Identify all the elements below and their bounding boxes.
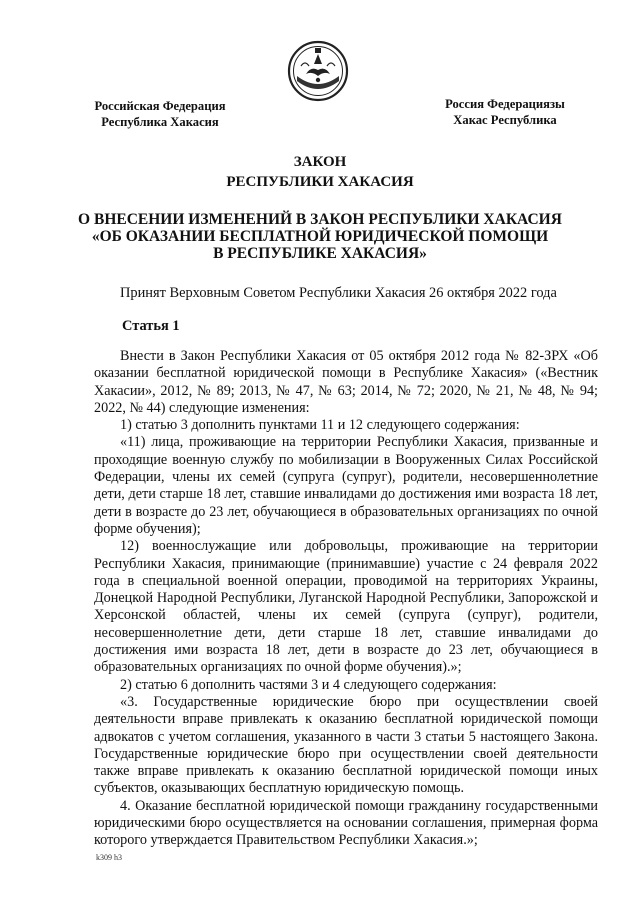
header-right bbox=[430, 96, 580, 128]
header-right-line1: Россия Федерациязы bbox=[445, 97, 565, 111]
paragraph: 2) статью 6 дополнить частями 3 и 4 следующего содержания: bbox=[120, 676, 497, 693]
header-right-line2: Хакас Республика bbox=[453, 113, 557, 127]
header-left bbox=[80, 98, 240, 130]
paragraph: «11) лица, проживающие на территории Республики Хакасия, призванные и проходящие военную службу по мобилизации в Вооруженных Силах Российской Федерации, члены их семей (супруга (супруг), родители, несовершеннолетние дети, дети старше 18 лет, ставшие инвалидами до достижения ими возраста 18 лет, дети в возрасте до 23 лет, обучающиеся в образовательных организациях по очной форме обучения); bbox=[94, 434, 598, 537]
subtitle-line2: «ОБ ОКАЗАНИИ БЕСПЛАТНОЙ ЮРИДИЧЕСКОЙ ПОМОЩИ bbox=[91, 228, 549, 245]
paragraph: 4. Оказание бесплатной юридической помощи гражданину государственными юридическими бюро осуществляется на основании соглашения, примерная форма которого утверждается Правительством Республики Хакасия.»; bbox=[94, 797, 598, 849]
coat-of-arms-emblem bbox=[287, 40, 349, 102]
law-subtitle bbox=[0, 211, 640, 262]
paragraph: 1) статью 3 дополнить пунктами 11 и 12 следующего содержания: bbox=[120, 417, 520, 434]
title-law: ЗАКОН bbox=[293, 154, 347, 170]
adoption-note: Принят Верховным Советом Республики Хакасия 26 октября 2022 года bbox=[120, 285, 557, 301]
article-body bbox=[94, 348, 598, 850]
paragraph: Внести в Закон Республики Хакасия от 05 октября 2012 года № 82-ЗРХ «Об оказании бесплатной юридической помощи в Республике Хакасия» («Вестник Хакасии», 2012, № 89; 2013, № 47, № 63; 2014, № 72; 2020, № 21, № 48, № 94; 2022, № 44) следующие изменения: bbox=[94, 348, 598, 416]
paragraph: 12) военнослужащие или добровольцы, проживающие на территории Республики Хакасия, принимающие (принимавшие) участие с 24 февраля 2022 года в специальной военной операции, проводимой на территориях Украины, Донецкой Народной Республики, Луганской Народной Республики, Запорожской и Херсонской областей, члены их семей (супруга (супруг), родители, несовершеннолетние дети, дети старше 18 лет, ставшие инвалидами до достижения ими возраста 18 лет, дети в возрасте до 23 лет, обучающиеся в образовательных организациях по очной форме обучения).»; bbox=[94, 538, 598, 676]
article-heading: Статья 1 bbox=[122, 318, 180, 334]
header-left-line1: Российская Федерация bbox=[94, 99, 226, 113]
title-republic: РЕСПУБЛИКИ ХАКАСИЯ bbox=[226, 174, 414, 190]
paragraph: «3. Государственные юридические бюро при осуществлении своей деятельности вправе привлекать к оказанию бесплатной юридической помощи адвокатов с учетом соглашения, указанного в части 3 статьи 5 настоящего Закона. Государственные юридические бюро при осуществлении своей деятельности также вправе привлекать к оказанию бесплатной юридической помощи иных субъектов, оказывающих бесплатную юридическую помощь. bbox=[94, 693, 598, 797]
header-left-line2: Республика Хакасия bbox=[101, 115, 219, 129]
subtitle-line3: В РЕСПУБЛИКЕ ХАКАСИЯ» bbox=[213, 245, 427, 262]
subtitle-line1: О ВНЕСЕНИИ ИЗМЕНЕНИЙ В ЗАКОН РЕСПУБЛИКИ ХАКАСИЯ bbox=[78, 211, 562, 228]
footer-code: k309 h3 bbox=[96, 853, 122, 862]
